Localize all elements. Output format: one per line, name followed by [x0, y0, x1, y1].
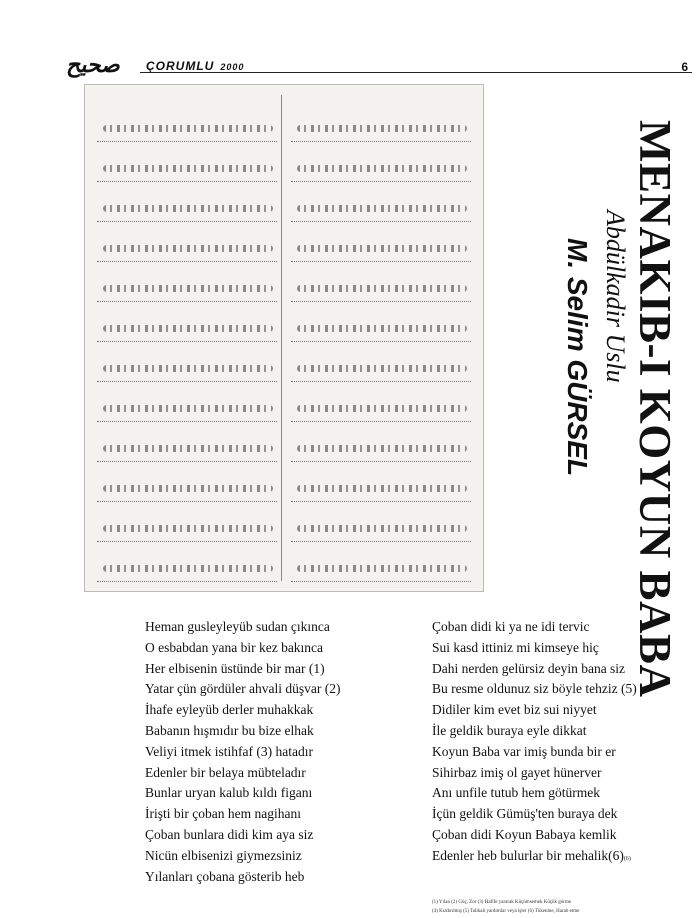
poem-line: Anı unfile tutub hem götürmek — [432, 785, 600, 801]
manuscript-line — [97, 437, 277, 462]
manuscript-line — [97, 517, 277, 542]
page-number: 6 — [681, 60, 688, 74]
article-title: MENAKIB-I KOYUN BABA — [630, 120, 680, 698]
manuscript-line — [291, 117, 471, 142]
manuscript-line — [291, 157, 471, 182]
masthead-title: ÇORUMLU — [146, 59, 215, 73]
poem-line: Çoban didi Koyun Babaya kemlik — [432, 826, 617, 842]
manuscript-image — [84, 84, 484, 592]
footnote-line: (4) Kızdırılmış (5) Talikali yardımlar veya işler (6) Tükenme, Harab etme — [432, 909, 580, 914]
manuscript-line — [291, 317, 471, 342]
author-name-2: M. Selim GÜRSEL — [562, 238, 593, 477]
poem-line: Didiler kim evet biz sui niyyet — [432, 702, 597, 718]
poem-line — [432, 846, 692, 870]
header-rule — [140, 72, 692, 73]
manuscript-column-right — [291, 109, 471, 592]
poem-line: Sui kasd ittiniz mi kimseye hiç — [432, 639, 599, 655]
masthead-year: 2000 — [220, 62, 245, 72]
poem-line: Yılanları çobana gösterib heb — [145, 868, 305, 884]
poem-line: İrişti bir çoban hem nagihanı — [145, 806, 301, 822]
manuscript-line — [291, 197, 471, 222]
poem-line: İçün geldik Gümüş'ten buraya dek — [432, 806, 618, 822]
poem-column-left — [145, 617, 405, 887]
masthead — [146, 59, 244, 73]
manuscript-line — [291, 517, 471, 542]
manuscript-line — [291, 357, 471, 382]
manuscript-line — [291, 397, 471, 422]
poem-line: Heman gusleyleyüb sudan çıkınca — [145, 619, 330, 634]
poem-line-text: Edenler heb bulurlar bir mehalik(6) — [432, 847, 624, 863]
poem-line: Yatar çün gördüler ahvali düşvar (2) — [145, 681, 341, 697]
poem-line: Koyun Baba var imiş bunda bir er — [432, 743, 616, 759]
newspaper-logo: ﺻﺤﯿﺢ — [66, 52, 120, 77]
manuscript-line — [97, 237, 277, 262]
footnote-marker: (6) — [623, 855, 631, 862]
poem-line: Sihirbaz imiş ol gayet hünerver — [432, 764, 602, 780]
manuscript-line — [97, 397, 277, 422]
poem-line: Çoban bunlara didi kim aya siz — [145, 826, 314, 842]
manuscript-line — [97, 197, 277, 222]
manuscript-line — [97, 477, 277, 502]
manuscript-line — [291, 437, 471, 462]
manuscript-line — [291, 477, 471, 502]
manuscript-line — [97, 117, 277, 142]
manuscript-line — [97, 557, 277, 582]
manuscript-line — [97, 317, 277, 342]
author-name-1: Abdülkadir Uslu — [601, 210, 630, 383]
poem-column-right — [432, 617, 692, 870]
manuscript-line — [97, 357, 277, 382]
poem-line: Bu resme oldunuz siz böyle tehziz (5) — [432, 681, 637, 697]
manuscript-line — [97, 277, 277, 302]
poem-line: İhafe eyleyüb derler muhakkak — [145, 702, 314, 718]
footnote-line: (1) Yılan (2) Güç, Zor (3) Hafife yararak Küçümsemek Küçük görme — [432, 900, 572, 905]
poem-line: Çoban didi ki ya ne idi tervic — [432, 619, 590, 634]
manuscript-divider — [281, 95, 282, 581]
poem-line: Babanın hışmıdır bu bize elhak — [145, 722, 314, 738]
poem-line: Bunlar uryan kalub kıldı figanı — [145, 785, 313, 801]
poem-line: Edenler bir belaya mübteladır — [145, 764, 306, 780]
manuscript-column-left — [97, 109, 277, 592]
poem-line: O esbabdan yana bir kez bakınca — [145, 639, 324, 655]
poem-line: Veliyi itmek istihfaf (3) hatadır — [145, 743, 313, 759]
poem-line: İle geldik buraya eyle dikkat — [432, 722, 587, 738]
poem-line: Dahi nerden gelürsiz deyin bana siz — [432, 660, 626, 676]
manuscript-line — [291, 237, 471, 262]
manuscript-line — [291, 557, 471, 582]
poem-line: Her elbisenin üstünde bir mar (1) — [145, 660, 325, 676]
footnotes — [432, 898, 697, 916]
manuscript-line — [97, 157, 277, 182]
manuscript-line — [291, 277, 471, 302]
poem-line: Nicün elbisenizi giymezsiniz — [145, 847, 302, 863]
